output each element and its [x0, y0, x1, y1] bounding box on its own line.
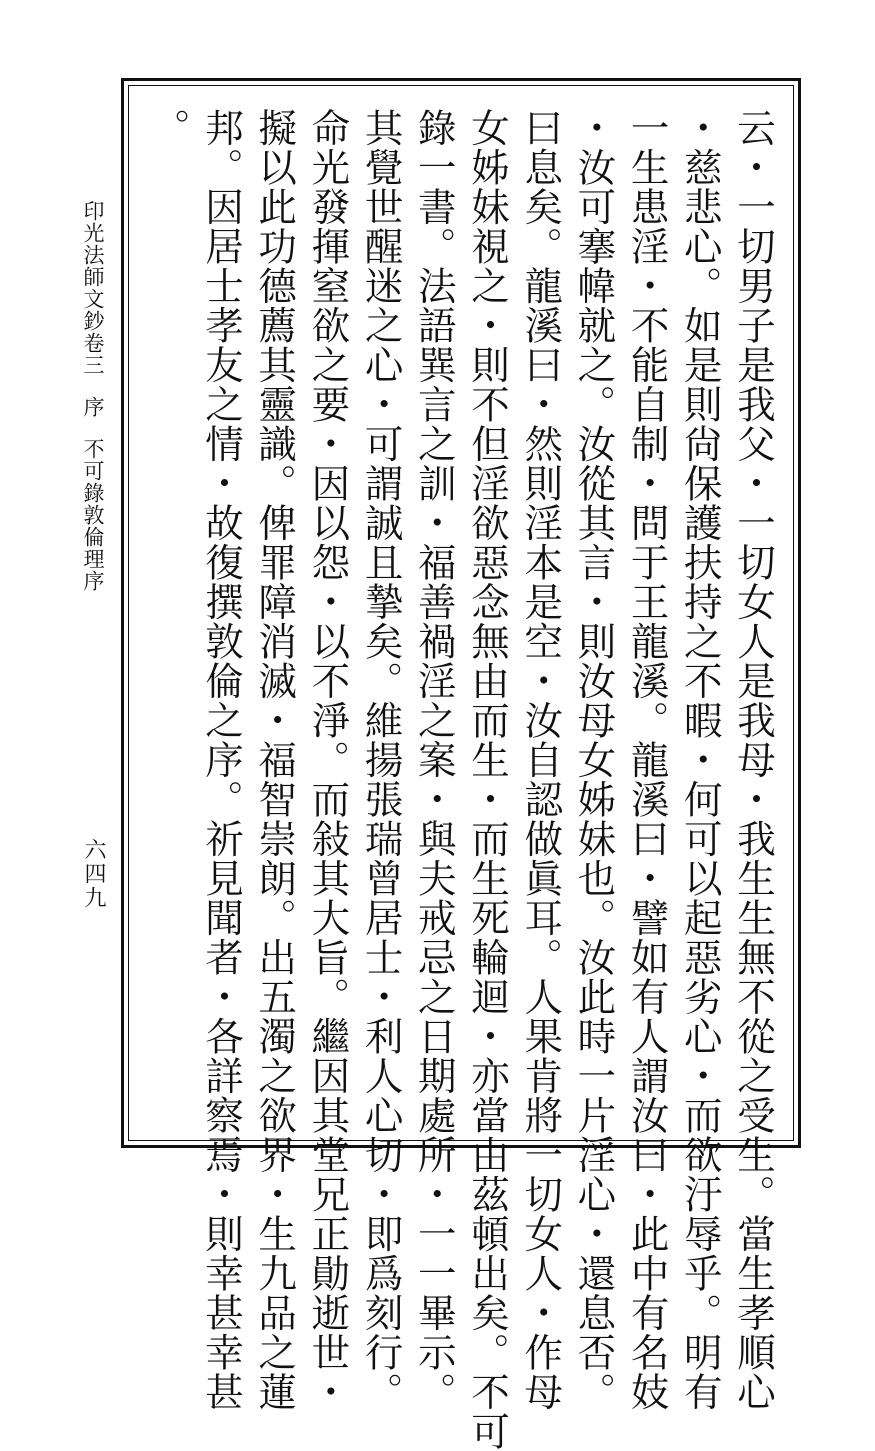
text-body	[140, 108, 780, 1451]
running-header	[78, 200, 108, 592]
page-number: 六四九	[81, 838, 106, 910]
section-label: 序	[81, 396, 105, 418]
book-title: 印光法師文鈔卷三	[81, 200, 105, 376]
text-column-11: 邦。因居士孝友之情・故復撰敦倫之序。祈見聞者・各詳察焉・則幸甚幸甚	[198, 108, 244, 1412]
chapter-title: 不可錄敦倫理序	[81, 438, 105, 592]
text-column-6: 女姊妹視之・則不但淫欲惡念無由而生・而生死輪迴・亦當由茲頓出矣。不可	[464, 108, 510, 1451]
text-column-9: 命光發揮窒欲之要・因以怨・以不淨。而敍其大旨。繼因其堂兄正勛逝世・	[305, 108, 351, 1412]
text-column-10: 擬以此功德薦其靈識。俾罪障消滅・福智崇朗。出五濁之欲界・生九品之蓮	[252, 108, 298, 1412]
text-column-7: 錄一書。法語巽言之訓・福善禍淫之案・與夫戒忌之日期處所・一一畢示。	[411, 108, 457, 1412]
text-column-1: 云・一切男子是我父・一切女人是我母・我生生無不從之受生。當生孝順心	[731, 108, 776, 1412]
text-column-5: 曰息矣。龍溪曰・然則淫本是空・汝自認做眞耳。人果肯將一切女人・作母	[518, 108, 564, 1412]
text-column-4: ・汝可搴幃就之。汝從其言・則汝母女姊妹也。汝此時一片淫心・還息否。	[571, 108, 617, 1412]
text-column-12: 。	[145, 108, 191, 148]
text-column-2: ・慈悲心。如是則尙保護扶持之不暇・何可以起惡劣心・而欲汙辱乎。明有	[677, 108, 723, 1412]
text-column-8: 其覺世醒迷之心・可謂誠且摯矣。維揚張瑞曾居士・利人心切・即爲刻行。	[358, 108, 404, 1412]
text-column-3: 一生患淫・不能自制・問于王龍溪。龍溪曰・譬如有人謂汝曰・此中有名妓	[624, 108, 670, 1412]
